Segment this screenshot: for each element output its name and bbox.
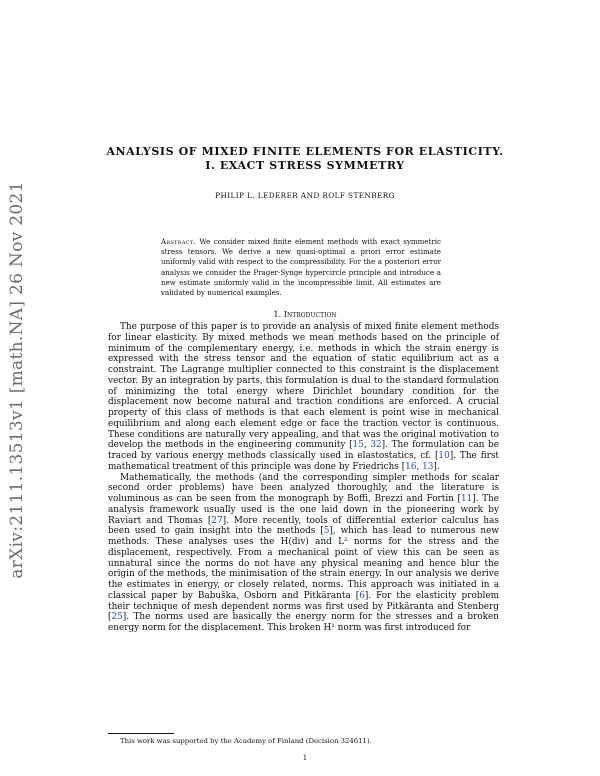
arxiv-sidebar bbox=[0, 160, 34, 600]
arxiv-identifier[interactable]: arXiv:2111.13513v1 [math.NA] 26 Nov 2021 bbox=[7, 181, 27, 579]
citation-link[interactable]: 25 bbox=[111, 612, 123, 623]
text-run: ]. More recently, tools of differential exterior calculus has been used to gain insight into the methods [ bbox=[108, 515, 499, 537]
citation-link[interactable]: 13 bbox=[422, 461, 434, 472]
citation-link[interactable]: 5 bbox=[323, 526, 330, 537]
text-run: ]. For the elasticity problem their technique of mesh dependent norms was first used by Pitkäranta and Stenberg [ bbox=[108, 590, 499, 623]
text-run: The purpose of this paper is to provide an analysis of mixed finite element methods for linear elasticity. By mixed methods we mean methods based on the principle of minimum of the complementary energy, i.e. methods in which the strain energy is expressed with the stress tensor and the equation of static equilibrium act as a constraint. The Lagrange multiplier connected to this constraint is the displacement vector. By an integration by parts, this formulation is dual to the standard formulation of minimizing the total energy where Dirichlet boundary condition for the displacement now become natural and traction conditions are enforced. A crucial property of this class of methods is that each element is point wise in mechanical equilibrium and along each element edge or face the traction vector is continuous. These conditions are naturally very appealing, and that was the original motivation to develop the methods in the engineering community [ bbox=[108, 322, 499, 451]
text-run: ]. The analysis framework usually used is the one laid down in the pioneering work by Raviart and Thomas [ bbox=[108, 494, 499, 526]
section-title: Introduction bbox=[283, 309, 337, 319]
text-run: , bbox=[416, 461, 423, 472]
page-number: 1 bbox=[302, 754, 308, 762]
text-run: ]. The first mathematical treatment of this principle was done by Friedrichs [ bbox=[108, 451, 499, 472]
footnote: This work was supported by the Academy of Finland (Decision 324611). bbox=[120, 737, 372, 745]
text-run: Mathematically, the methods (and the corresponding simpler methods for scalar second order problems) have been analyzed thoroughly, and the literature is voluminous as can be seen from the monograph by Boffi, Brezzi and Fortin [ bbox=[108, 472, 499, 504]
author-list: PHILIP L. LEDERER AND ROLF STENBERG bbox=[215, 191, 395, 200]
citation-link[interactable]: 15 bbox=[352, 440, 364, 451]
citation-link[interactable]: 11 bbox=[460, 494, 473, 504]
abstract-label: Abstract. bbox=[161, 237, 197, 246]
text-run: ]. The norms used are basically the energy norm for the stresses and a broken energy norm for the displacement. This broken H¹ norm was first introduced for bbox=[108, 612, 499, 633]
citation-link[interactable]: 10 bbox=[438, 451, 450, 461]
text-run: ]. The formulation can be traced by various energy methods classically used in elastostatics, cf. [ bbox=[108, 440, 499, 461]
citation-link[interactable]: 16 bbox=[405, 461, 417, 472]
section-number: 1. bbox=[273, 309, 282, 319]
citation-link[interactable]: 32 bbox=[370, 440, 382, 451]
abstract-text: We consider mixed finite element methods with exact symmetric stress tensors. We derive a new quasi-optimal a priori error estimate uniformly valid with respect to the compressibility. For the a posteriori error analysis we consider the Prager-Synge hypercircle principle and introduce a new estimate uniformly valid in the incompressible limit. All estimates are validated by numerical examples. bbox=[161, 237, 441, 298]
abstract bbox=[161, 237, 441, 298]
paragraph bbox=[108, 473, 499, 634]
citation-link[interactable]: 27 bbox=[211, 515, 223, 526]
paragraph bbox=[108, 322, 499, 473]
citation-link[interactable]: 6 bbox=[359, 590, 365, 601]
paper-title-line-1: ANALYSIS OF MIXED FINITE ELEMENTS FOR ELASTICITY. bbox=[106, 145, 504, 158]
section-heading bbox=[100, 309, 510, 319]
text-run: ]. bbox=[433, 461, 440, 472]
text-run: ], which has lead to numerous new methods. These analyses uses the H(div) and L² norms for the stress and the displacement, respectively. From a mechanical point of view this can be seen as unnatural since the norms do not have any physical meaning and hence blur the origin of the methods, the minimisation of the strain energy. In our analysis we derive the estimates in energy, or closely related, norms. This approach was initiated in a classical paper by Babuška, Osborn and Pitkäranta [ bbox=[108, 526, 499, 601]
body-text bbox=[108, 322, 499, 634]
footnote-rule bbox=[108, 733, 174, 734]
text-run: , bbox=[363, 440, 371, 451]
paper-title-line-2: I. EXACT STRESS SYMMETRY bbox=[205, 159, 405, 172]
